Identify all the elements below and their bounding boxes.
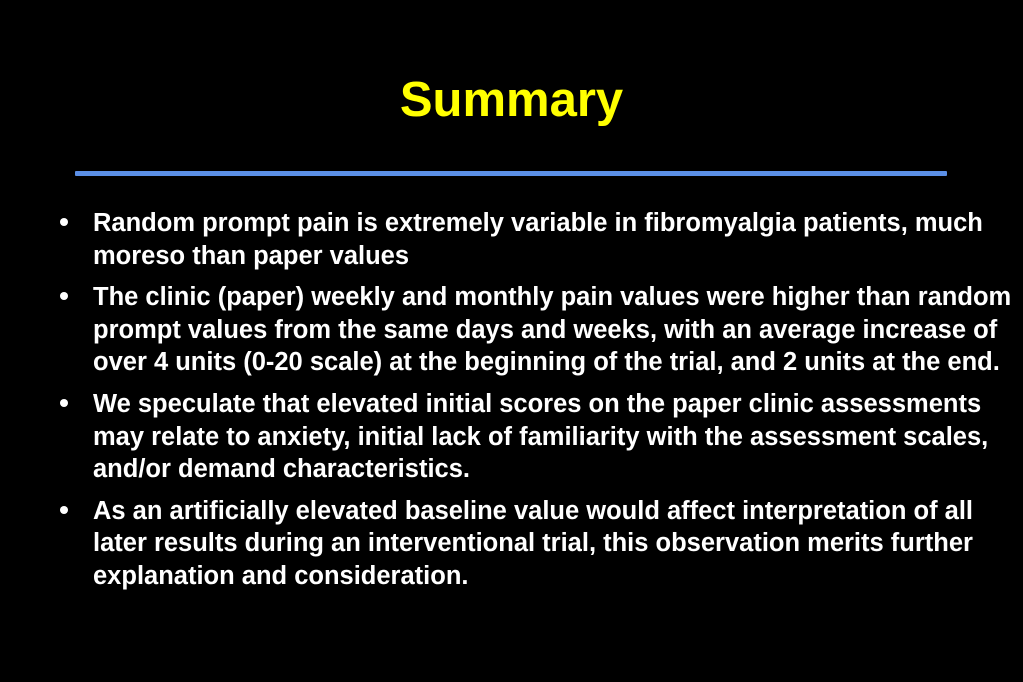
slide-title: Summary <box>399 73 624 127</box>
bullet-text: The clinic (paper) weekly and monthly pain values were higher than random prompt values from the same days and weeks, with an average increase of over 4 units (0-20 scale) at the beginning of the trial, and 2 units at the end. <box>93 283 1012 377</box>
bullet-item <box>60 281 1015 379</box>
bullet-text: As an artificially elevated baseline value would affect interpretation of all later results during an interventional trial, this observation merits further explanation and consideration. <box>93 496 974 590</box>
bullet-dot-icon <box>60 506 68 514</box>
bullet-text: We speculate that elevated initial scores on the paper clinic assessments may relate to anxiety, initial lack of familiarity with the assessment scales, and/or demand characteristics. <box>93 389 989 484</box>
bullet-item <box>60 207 1015 272</box>
bullet-dot-icon <box>60 292 68 300</box>
bullet-dot-icon <box>60 218 68 226</box>
bullet-dot-icon <box>60 399 68 407</box>
bullet-item <box>60 388 1015 486</box>
bullet-list <box>60 207 1015 602</box>
bullet-text: Random prompt pain is extremely variable in fibromyalgia patients, much moreso than paper values <box>93 209 983 270</box>
bullet-item <box>60 495 1015 593</box>
title-divider <box>75 171 947 176</box>
